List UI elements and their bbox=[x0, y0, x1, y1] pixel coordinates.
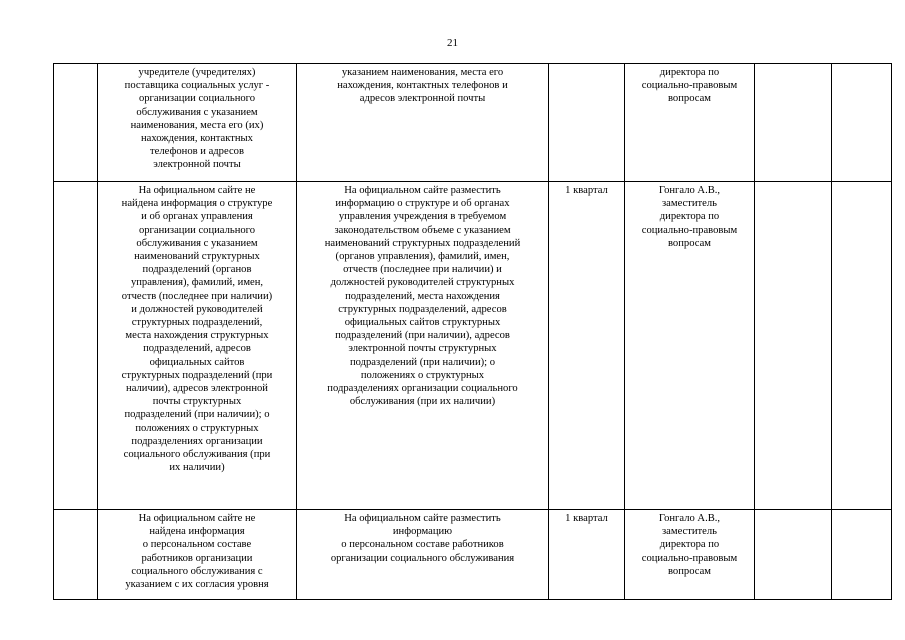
table-row bbox=[54, 64, 892, 182]
table-row bbox=[54, 182, 892, 510]
action-plan-table bbox=[53, 63, 892, 600]
deadline-cell bbox=[549, 64, 625, 182]
responsible-cell: директора по социально-правовым вопросам bbox=[625, 64, 755, 182]
date-cell bbox=[832, 64, 892, 182]
measure-cell: указанием наименования, места его нахождения, контактных телефонов и адресов электронной почты bbox=[297, 64, 549, 182]
finding-cell: На официальном сайте не найдена информация о структуре и об органах управления организации социального обслуживания с указанием наименований структурных подразделений (органов управления), фамилий, имен, отчеств (последнее при наличии) и должностей руководителей структурных подразделений, места нахождения структурных подразделений, адресов официальных сайтов структурных подразделений (при наличии), адресов электронной почты структурных подразделений (при наличии); о положениях о структурных подразделениях организации социального обслуживания (при их наличии) bbox=[98, 182, 297, 510]
measure-cell: На официальном сайте разместить информацию о персональном составе работников организации социального обслуживания bbox=[297, 510, 549, 600]
measure-cell: На официальном сайте разместить информацию о структуре и об органах управления учреждения в требуемом законодательством объеме с указанием наименований структурных подразделений (органов управления), фамилий, имен, отчеств (последнее при наличии) и должностей руководителей структурных подразделений, места нахождения структурных подразделений, адресов официальных сайтов структурных подразделений (при наличии), адресов электронной почты структурных подразделений (при наличии); о положениях о структурных подразделениях организации социального обслуживания (при их наличии) bbox=[297, 182, 549, 510]
row-number-cell bbox=[54, 510, 98, 600]
result-cell bbox=[755, 510, 832, 600]
finding-cell: На официальном сайте не найдена информация о персональном составе работников организации социального обслуживания с указанием с их согласия уровня bbox=[98, 510, 297, 600]
table-row bbox=[54, 510, 892, 600]
date-cell bbox=[832, 182, 892, 510]
row-number-cell bbox=[54, 64, 98, 182]
row-number-cell bbox=[54, 182, 98, 510]
finding-cell: учредителе (учредителях) поставщика социальных услуг - организации социального обслуживания с указанием наименования, места его (их) нахождения, контактных телефонов и адресов электронной почты bbox=[98, 64, 297, 182]
deadline-cell: 1 квартал bbox=[549, 510, 625, 600]
page-number: 21 bbox=[447, 37, 458, 49]
deadline-cell: 1 квартал bbox=[549, 182, 625, 510]
responsible-cell: Гонгало А.В., заместитель директора по социально-правовым вопросам bbox=[625, 182, 755, 510]
date-cell bbox=[832, 510, 892, 600]
responsible-cell: Гонгало А.В., заместитель директора по социально-правовым вопросам bbox=[625, 510, 755, 600]
result-cell bbox=[755, 64, 832, 182]
result-cell bbox=[755, 182, 832, 510]
